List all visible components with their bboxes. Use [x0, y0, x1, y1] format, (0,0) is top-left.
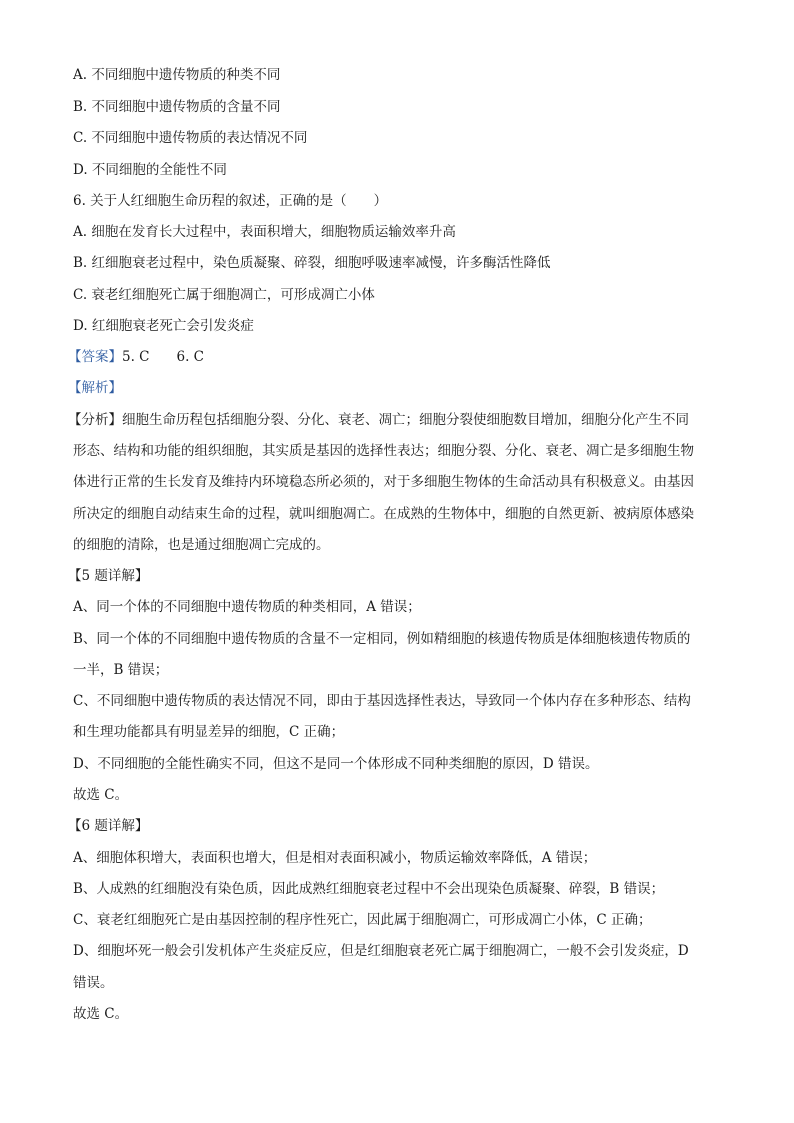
detail-5-line-4: C、不同细胞中遗传物质的表达情况不同，即由于基因选择性表达，导致同一个体内存在多种形态、结构 — [73, 693, 691, 709]
option-5b: B. 不同细胞中遗传物质的含量不同 — [73, 99, 281, 115]
analysis-label: 【解析】 — [68, 380, 122, 396]
detail-6-line-1: A、细胞体积增大，表面积也增大，但是相对表面积减小，物质运输效率降低，A 错误； — [73, 850, 597, 866]
detail-5-line-3: 一半，B 错误； — [73, 662, 169, 678]
analysis-line-1 — [68, 411, 689, 429]
answer-label: 【答案】 — [68, 349, 122, 365]
option-6b: B. 红细胞衰老过程中，染色质凝聚、碎裂，细胞呼吸速率减慢，许多酶活性降低 — [73, 255, 551, 271]
analysis-line-5: 的细胞的清除，也是通过细胞凋亡完成的。 — [73, 537, 330, 553]
detail-5-line-5: 和生理功能都具有明显差异的细胞，C 正确； — [73, 724, 345, 740]
answer-line — [68, 348, 204, 366]
analysis-line-3: 体进行正常的生长发育及维持内环境稳态所必须的，对于多细胞生物体的生命活动具有积极意义。由基因 — [73, 474, 694, 490]
detail-5-line-2: B、同一个体的不同细胞中遗传物质的含量不一定相同，例如精细胞的核遗传物质是体细胞核遗传物质的 — [73, 631, 691, 647]
detail-5-conclusion: 故选 C。 — [73, 787, 129, 803]
detail-6-conclusion: 故选 C。 — [73, 1006, 129, 1022]
answer-text: 5. C 6. C — [122, 349, 205, 365]
detail-5-heading: 【5 题详解】 — [68, 568, 149, 584]
option-6d: D. 红细胞衰老死亡会引发炎症 — [73, 318, 254, 334]
detail-5-line-1: A、同一个体的不同细胞中遗传物质的种类相同，A 错误； — [73, 599, 421, 615]
question-6-stem: 6. 关于人红细胞生命历程的叙述，正确的是（ ） — [73, 193, 388, 209]
option-5c: C. 不同细胞中遗传物质的表达情况不同 — [73, 130, 308, 146]
option-6c: C. 衰老红细胞死亡属于细胞凋亡，可形成凋亡小体 — [73, 287, 375, 303]
detail-6-heading: 【6 题详解】 — [68, 818, 149, 834]
detail-6-line-2: B、人成熟的红细胞没有染色质，因此成熟红细胞衰老过程中不会出现染色质凝聚、碎裂，B 错误； — [73, 881, 665, 897]
option-5a: A. 不同细胞中遗传物质的种类不同 — [73, 67, 281, 83]
analysis-line-2: 形态、结构和功能的组织细胞，其实质是基因的选择性表达；细胞分裂、分化、衰老、凋亡是多细胞生物 — [73, 443, 694, 459]
detail-6-line-5: 错误。 — [73, 975, 114, 991]
option-6a: A. 细胞在发育长大过程中，表面积增大，细胞物质运输效率升高 — [73, 224, 456, 240]
detail-6-line-4: D、细胞坏死一般会引发机体产生炎症反应，但是红细胞衰老死亡属于细胞凋亡，一般不会引发炎症，D — [73, 943, 689, 959]
analysis-text-1: 细胞生命历程包括细胞分裂、分化、衰老、凋亡；细胞分裂使细胞数目增加，细胞分化产生不同 — [122, 412, 689, 428]
option-5d: D. 不同细胞的全能性不同 — [73, 162, 227, 178]
analysis-heading: 【分析】 — [68, 412, 122, 428]
analysis-line-4: 所决定的细胞自动结束生命的过程，就叫细胞凋亡。在成熟的生物体中，细胞的自然更新、被病原体感染 — [73, 506, 694, 522]
detail-6-line-3: C、衰老红细胞死亡是由基因控制的程序性死亡，因此属于细胞凋亡，可形成凋亡小体，C 正确； — [73, 912, 652, 928]
detail-5-line-6: D、不同细胞的全能性确实不同，但这不是同一个体形成不同种类细胞的原因，D 错误。 — [73, 756, 599, 772]
